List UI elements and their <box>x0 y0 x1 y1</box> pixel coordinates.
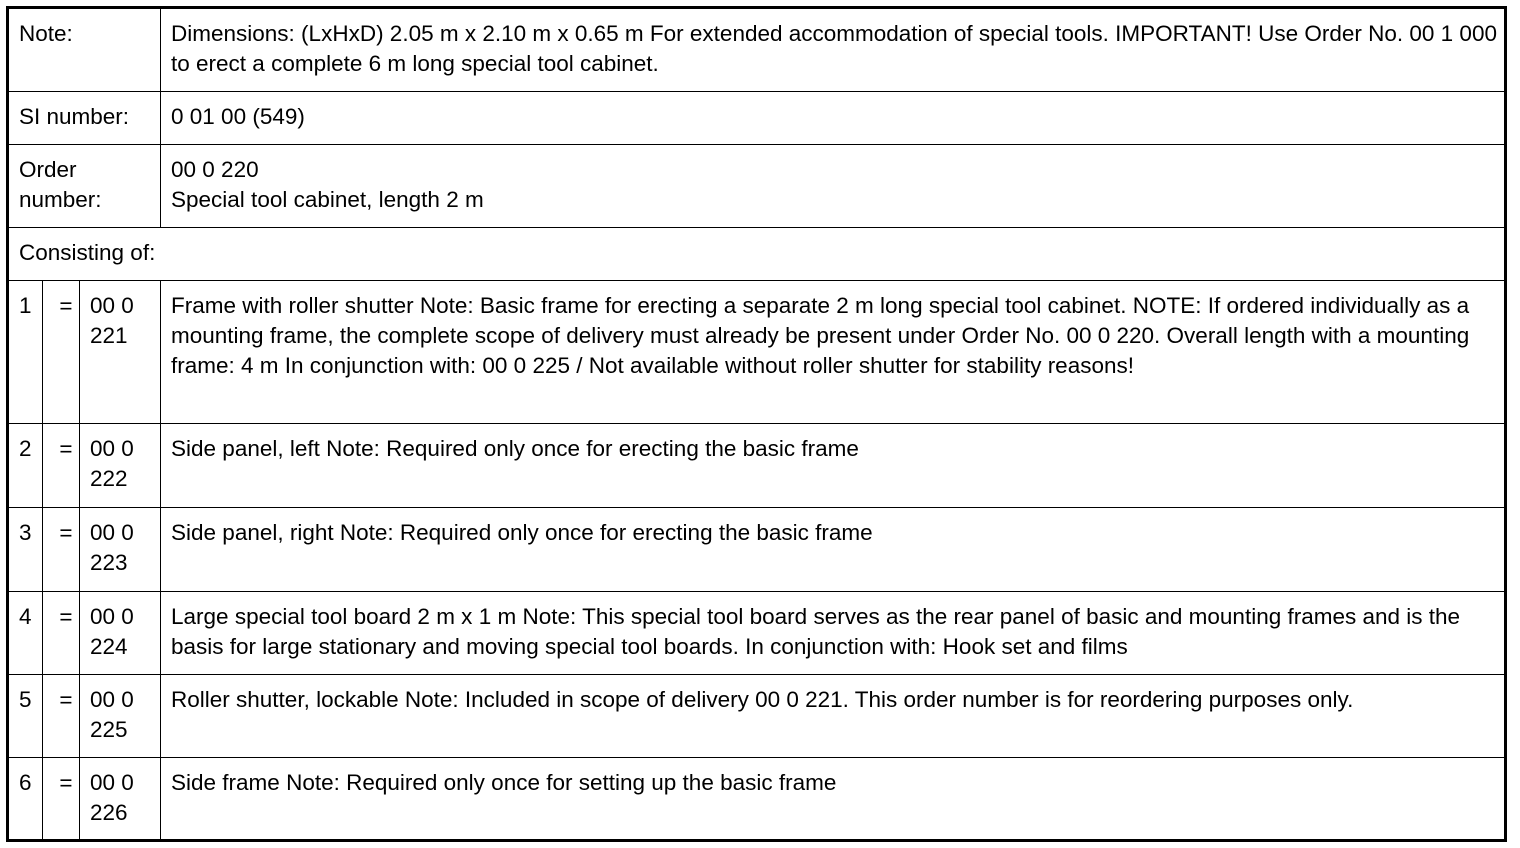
table-row <box>8 424 1506 508</box>
si-number-row <box>8 92 1506 145</box>
order-number-cell <box>161 145 1506 228</box>
item-description: Side panel, right Note: Required only once for erecting the basic frame <box>161 508 1506 592</box>
order-number-value: 00 0 220 <box>171 157 259 182</box>
table-row <box>8 281 1506 424</box>
order-number-row <box>8 145 1506 228</box>
item-equals: = <box>43 592 80 675</box>
item-number: 4 <box>8 592 43 675</box>
item-equals: = <box>43 675 80 758</box>
order-number-label: Order number: <box>8 145 161 228</box>
item-equals: = <box>43 508 80 592</box>
item-equals: = <box>43 424 80 508</box>
item-order-number: 00 0 226 <box>80 758 161 841</box>
table-row <box>8 758 1506 841</box>
item-order-number: 00 0 221 <box>80 281 161 424</box>
item-number: 3 <box>8 508 43 592</box>
item-equals: = <box>43 758 80 841</box>
item-description: Frame with roller shutter Note: Basic frame for erecting a separate 2 m long special tool cabinet. NOTE: If ordered individually as a mounting frame, the complete scope of delivery must already be present under Order No. 00 0 220. Overall length with a mounting frame: 4 m In conjunction with: 00 0 225 / Not available without roller shutter for stability reasons! <box>161 281 1506 424</box>
item-number: 6 <box>8 758 43 841</box>
item-description: Side panel, left Note: Required only once for erecting the basic frame <box>161 424 1506 508</box>
order-number-description: Special tool cabinet, length 2 m <box>171 187 484 212</box>
table-row <box>8 675 1506 758</box>
table-row <box>8 508 1506 592</box>
note-label: Note: <box>8 8 161 92</box>
consisting-of-row <box>8 228 1506 281</box>
consisting-of-label: Consisting of: <box>8 228 1506 281</box>
si-number-value: 0 01 00 (549) <box>161 92 1506 145</box>
table-row <box>8 592 1506 675</box>
item-number: 1 <box>8 281 43 424</box>
item-description: Side frame Note: Required only once for setting up the basic frame <box>161 758 1506 841</box>
item-number: 2 <box>8 424 43 508</box>
special-tool-cabinet-table <box>6 6 1507 842</box>
item-description: Roller shutter, lockable Note: Included in scope of delivery 00 0 221. This order number is for reordering purposes only. <box>161 675 1506 758</box>
item-description: Large special tool board 2 m x 1 m Note: This special tool board serves as the rear panel of basic and mounting frames and is the basis for large stationary and moving special tool boards. In conjunction with: Hook set and films <box>161 592 1506 675</box>
item-order-number: 00 0 225 <box>80 675 161 758</box>
note-row <box>8 8 1506 92</box>
item-equals: = <box>43 281 80 424</box>
item-order-number: 00 0 222 <box>80 424 161 508</box>
note-text: Dimensions: (LxHxD) 2.05 m x 2.10 m x 0.65 m For extended accommodation of special tools. IMPORTANT! Use Order No. 00 1 000 to erect a complete 6 m long special tool cabinet. <box>161 8 1506 92</box>
item-order-number: 00 0 224 <box>80 592 161 675</box>
si-number-label: SI number: <box>8 92 161 145</box>
item-order-number: 00 0 223 <box>80 508 161 592</box>
item-number: 5 <box>8 675 43 758</box>
